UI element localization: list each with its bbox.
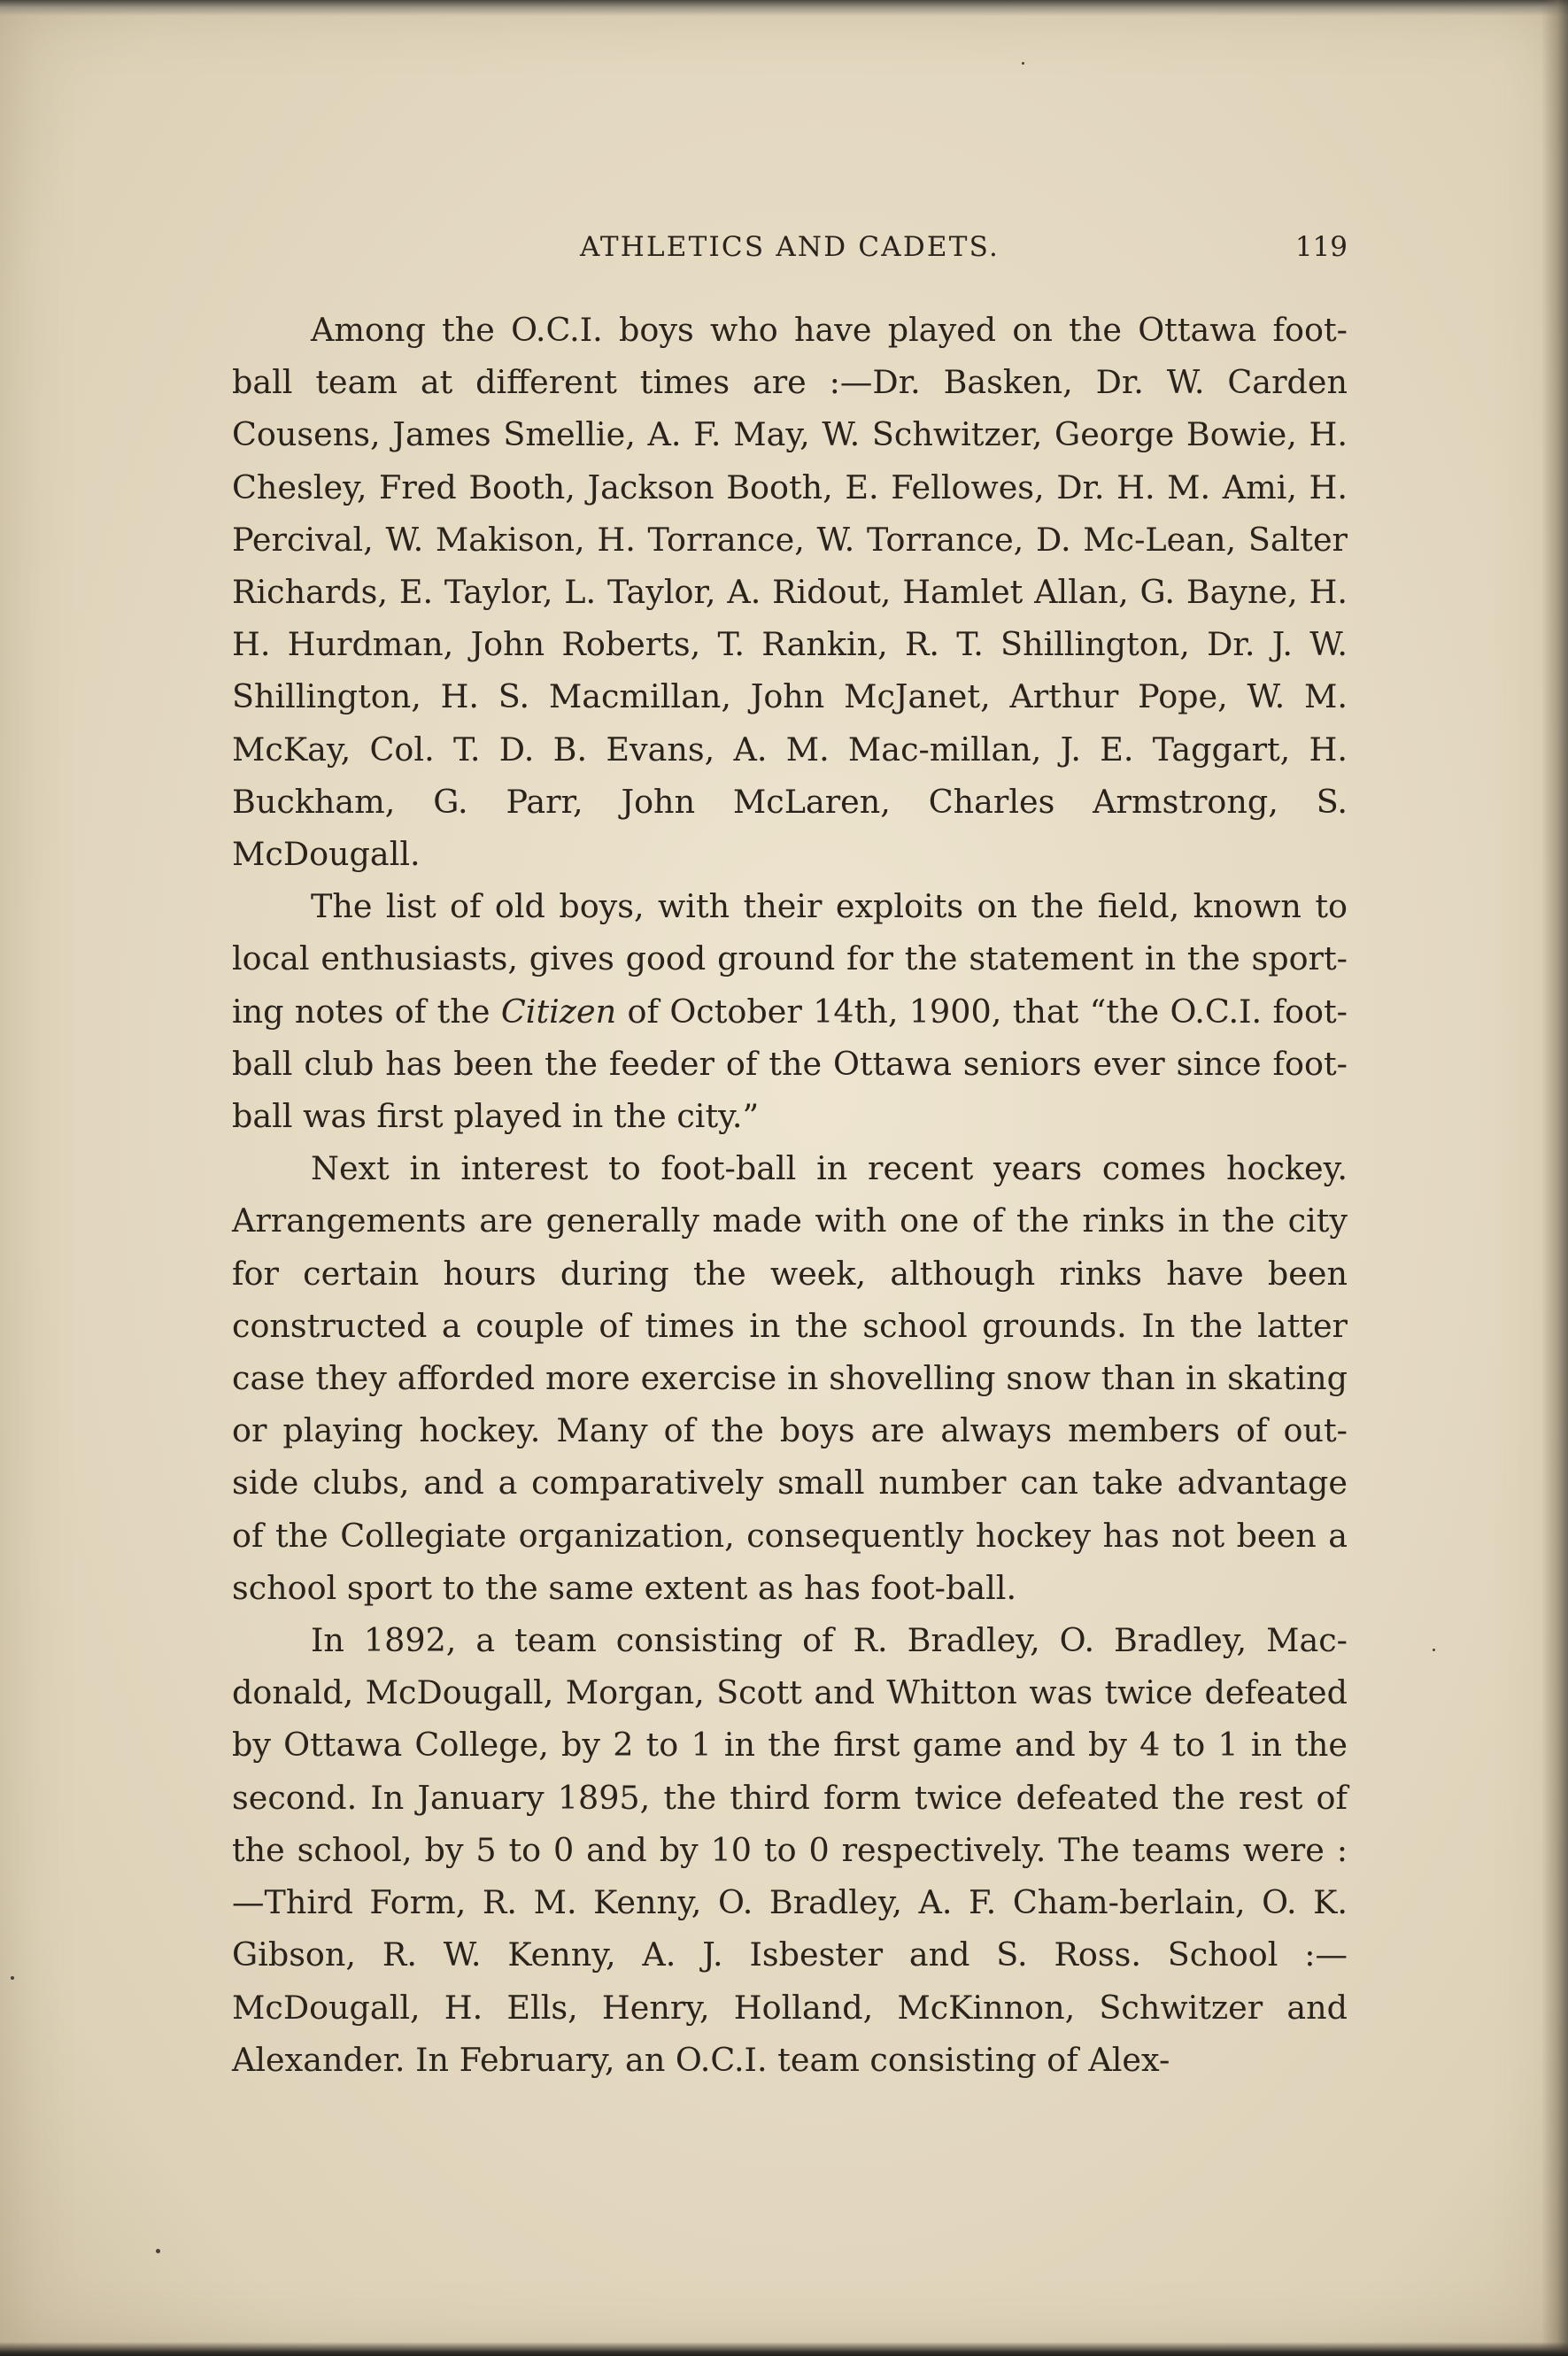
page-bottom-edge-shadow [0,2342,1568,2356]
paragraph-old-boys-start: The list of old boys, with their exploits on the field, known to local enthusiasts, gives good ground for the statement in the sport-ing notes of the [232,887,1348,1031]
page-top-edge-shadow [0,0,1568,16]
running-head [232,226,1348,268]
page-right-edge-shadow [1541,0,1568,2356]
paper-speck [1022,62,1024,65]
paragraph-hockey-teams: In 1892, a team consisting of R. Bradley, O. Bradley, Mac-donald, McDougall, Morgan, Scott and Whitton was twice defeated by Ottawa College, by 2 to 1 in the first game and by 4 to 1 in the second. In January 1895, the third form twice defeated the rest of the school, by 5 to 0 and by 10 to 0 respectively. The teams were :—Third Form, R. M. Kenny, O. Bradley, A. F. Cham-berlain, O. K. Gibson, R. W. Kenny, A. J. Isbester and S. Ross. School :—McDougall, H. Ells, Henry, Holland, McKinnon, Schwitzer and Alexander. In February, an O.C.I. team consisting of Alex- [232,1621,1348,2079]
body-text [232,304,1348,2086]
paper-speck [11,1976,14,1980]
paper-speck [1433,1649,1435,1651]
paragraph-old-boys-end: of October 14th, 1900, that “the O.C.I. foot-ball club has been the feeder of the Ottawa seniors ever since foot-ball was first played in the city.” [232,992,1348,1136]
paragraph-football-players: Among the O.C.I. boys who have played on the Ottawa foot-ball team at different times are :—Dr. Basken, Dr. W. Carden Cousens, James Smellie, A. F. May, W. Schwitzer, George Bowie, H. Chesley, Fred Booth, Jackson Booth, E. Fellowes, Dr. H. M. Ami, H. Percival, W. Makison, H. Torrance, W. Torrance, D. Mc-Lean, Salter Richards, E. Taylor, L. Taylor, A. Ridout, Hamlet Allan, G. Bayne, H. H. Hurdman, John Roberts, T. Rankin, R. T. Shillington, Dr. J. W. Shillington, H. S. Macmillan, John McJanet, Arthur Pope, W. M. McKay, Col. T. D. B. Evans, A. M. Mac-millan, J. E. Taggart, H. Buckham, G. Parr, John McLaren, Charles Armstrong, S. McDougall. [232,311,1348,874]
running-title: ATHLETICS AND CADETS. [579,231,1000,263]
paper-speck [156,2249,160,2253]
newspaper-title: Citizen [500,992,617,1031]
paragraph-old-boys [232,880,1348,1142]
page-number: 119 [1294,231,1348,263]
paragraph-hockey: Next in interest to foot-ball in recent years comes hockey. Arrangements are generally made with one of the rinks in the city for certain hours during the week, although rinks have been constructed a couple of times in the school grounds. In the latter case they afforded more exercise in shovelling snow than in skating or playing hockey. Many of the boys are always members of out-side clubs, and a comparatively small number can take advantage of the Collegiate organization, consequently hockey has not been a school sport to the same extent as has foot-ball. [232,1149,1348,1607]
